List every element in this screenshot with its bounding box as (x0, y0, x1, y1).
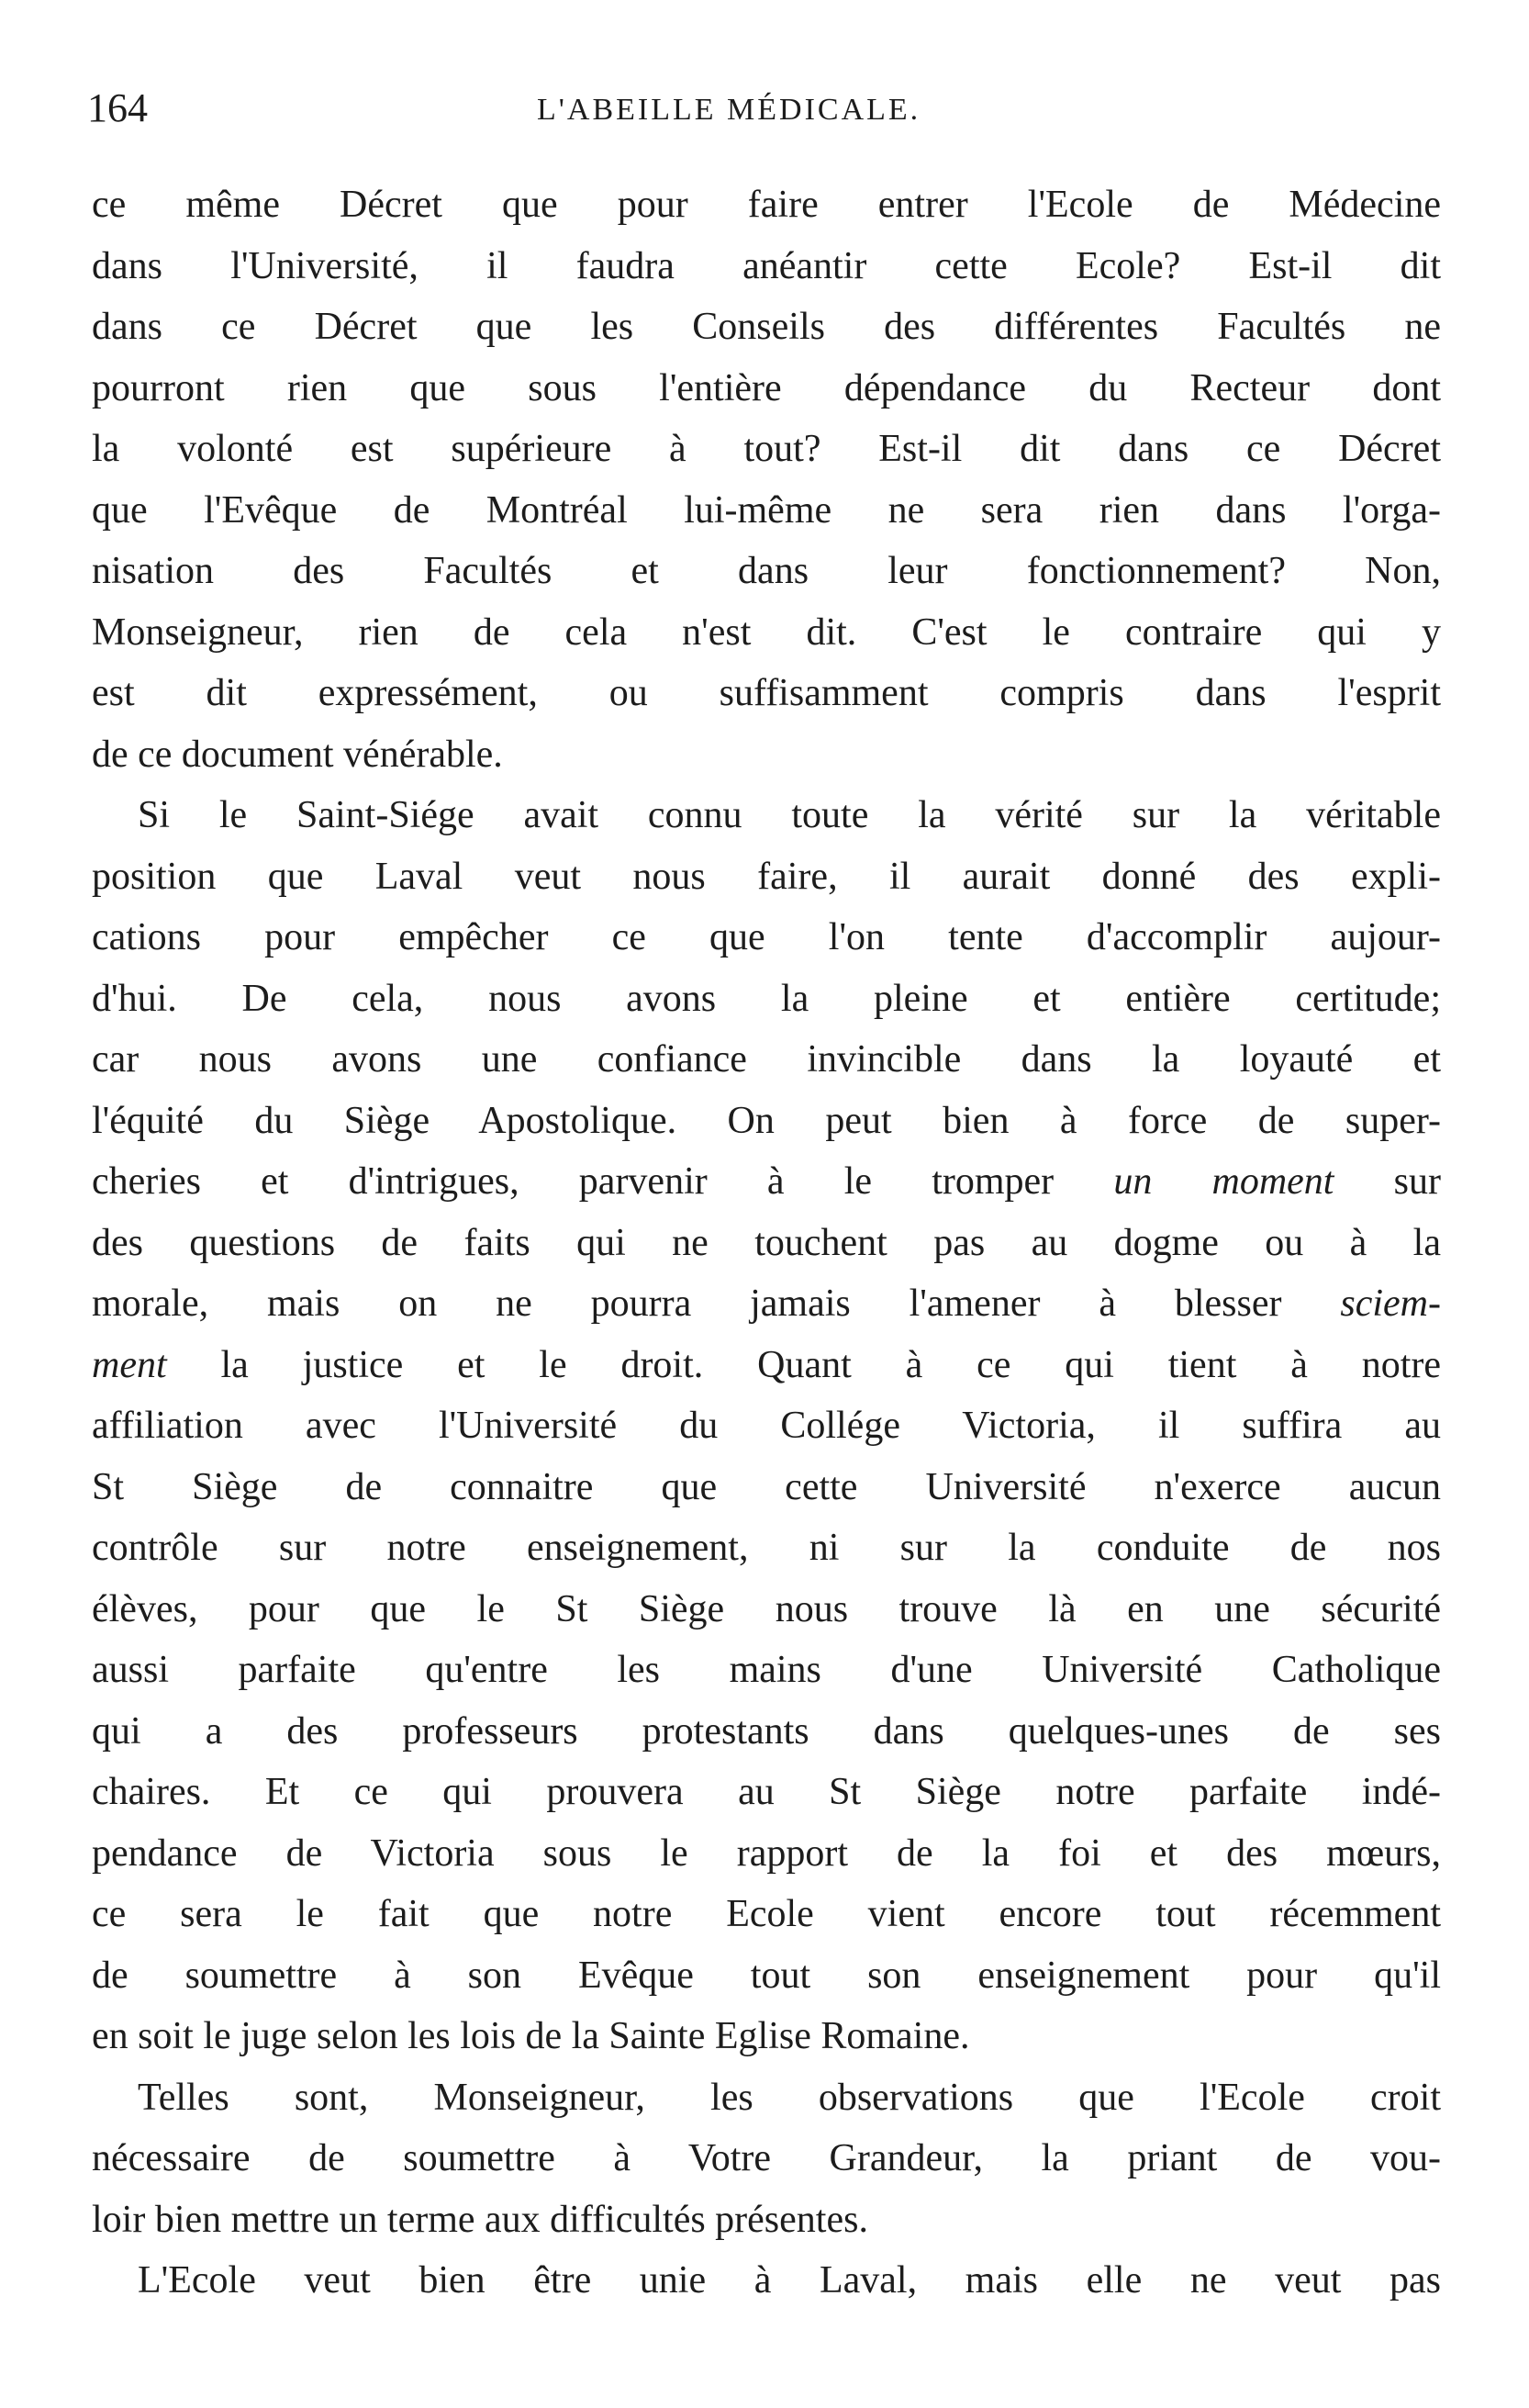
text-line: contrôle sur notre enseignement, ni sur la conduite de nos (92, 1527, 1441, 1569)
text-line: loir bien mettre un terme aux difficultés présentes. (92, 2198, 868, 2241)
text-line: Si le Saint-Siége avait connu toute la vérité sur la véritable (138, 794, 1441, 836)
text-segment: cheries et d'intrigues, parvenir à le tromper (92, 1160, 1055, 1203)
running-title: L'ABEILLE MÉDICALE. (537, 93, 921, 127)
text-line: dans ce Décret que les Conseils des différentes Facultés ne (92, 306, 1441, 348)
paragraph-3 (92, 2067, 1441, 2251)
text-line: pendance de Victoria sous le rapport de la foi et des mœurs, (92, 1831, 1441, 1875)
paragraph-1 (92, 174, 1441, 785)
italic-text: un moment (1113, 1160, 1334, 1203)
paragraph-2 (92, 785, 1441, 2067)
text-line: nécessaire de soumettre à Votre Grandeur, la priant de vou- (92, 2137, 1441, 2179)
italic-text: sciem- (1340, 1282, 1441, 1325)
text-line: qui a des professeurs protestants dans quelques-unes de ses (92, 1709, 1441, 1753)
text-line: pourront rien que sous l'entière dépendance du Recteur dont (92, 366, 1441, 409)
text-segment: la justice et le droit. Quant à ce qui tient à notre (220, 1343, 1441, 1386)
text-line: dans l'Université, il faudra anéantir cette Ecole? Est-il dit (92, 244, 1441, 287)
text-line: nisation des Facultés et dans leur fonctionnement? Non, (92, 550, 1441, 592)
text-line: car nous avons une confiance invincible dans la loyauté et (92, 1038, 1441, 1081)
text-line: Telles sont, Monseigneur, les observations que l'Ecole croit (138, 2076, 1441, 2119)
text-line: affiliation avec l'Université du Collége Victoria, il suffira au (92, 1405, 1441, 1447)
text-line: est dit expressément, ou suffisamment compris dans l'esprit (92, 672, 1441, 714)
text-line: d'hui. De cela, nous avons la pleine et entière certitude; (92, 977, 1441, 1020)
text-segment: sur (1393, 1160, 1441, 1203)
text-line: ce sera le fait que notre Ecole vient encore tout récemment (92, 1893, 1441, 1935)
text-line: L'Ecole veut bien être unie à Laval, mais elle ne veut pas (138, 2259, 1441, 2302)
text-line: cations pour empêcher ce que l'on tente d'accomplir aujour- (92, 916, 1441, 958)
text-line: de soumettre à son Evêque tout son enseignement pour qu'il (92, 1954, 1441, 1997)
text-line: aussi parfaite qu'entre les mains d'une Université Catholique (92, 1649, 1441, 1691)
text-line-with-italic (92, 1335, 1441, 1396)
text-line: des questions de faits qui ne touchent pas au dogme ou à la (92, 1221, 1441, 1264)
running-head (87, 81, 1445, 136)
page-number: 164 (87, 85, 148, 130)
text-line-with-italic (92, 1273, 1441, 1335)
text-line: élèves, pour que le St Siège nous trouve là en une sécurité (92, 1587, 1441, 1630)
text-line: en soit le juge selon les lois de la Sainte Eglise Romaine. (92, 2015, 970, 2057)
paragraph-4 (92, 2250, 1441, 2312)
text-line: chaires. Et ce qui prouvera au St Siège notre parfaite indé- (92, 1771, 1441, 1813)
text-line: position que Laval veut nous faire, il aurait donné des expli- (92, 855, 1441, 898)
body-text (92, 174, 1441, 2312)
italic-text: ment (92, 1343, 167, 1386)
text-line: ce même Décret que pour faire entrer l'Ecole de Médecine (92, 184, 1441, 226)
text-line: que l'Evêque de Montréal lui-même ne sera rien dans l'orga- (92, 488, 1441, 532)
text-line: la volonté est supérieure à tout? Est-il dit dans ce Décret (92, 428, 1441, 470)
text-line: de ce document vénérable. (92, 733, 503, 776)
text-line: l'équité du Siège Apostolique. On peut bien à force de super- (92, 1099, 1441, 1142)
text-line-with-italic (92, 1151, 1441, 1213)
text-line: Monseigneur, rien de cela n'est dit. C'est le contraire qui y (92, 610, 1441, 654)
text-line: St Siège de connaitre que cette Université n'exerce aucun (92, 1465, 1441, 1508)
text-segment: morale, mais on ne pourra jamais l'amener à blesser (92, 1282, 1282, 1325)
